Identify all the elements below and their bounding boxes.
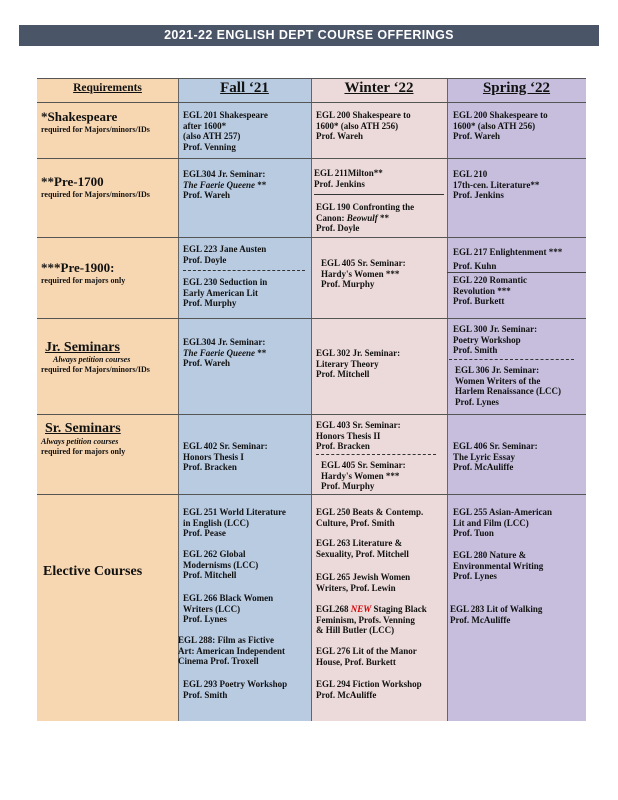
course-cell: EGL 210 17th-cen. Literature** Prof. Jenkins (453, 169, 540, 201)
course-cell: EGL 405 Sr. Seminar: Hardy's Women *** Prof. Murphy (321, 460, 406, 492)
divider (37, 494, 586, 495)
req-pre1900-title: ***Pre-1900: (41, 260, 115, 275)
course-cell: EGL268 NEW Staging Black Feminism, Profs. Venning & Hill Butler (LCC) (316, 604, 427, 636)
page-banner: 2021-22 ENGLISH DEPT COURSE OFFERINGS (19, 25, 599, 46)
header-fall: Fall ‘21 (220, 80, 269, 96)
course-cell: EGL 190 Confronting the Canon: Beowulf ** Prof. Doyle (316, 202, 415, 234)
course-cell: EGL 266 Black Women Writers (LCC) Prof. Lynes (183, 593, 274, 625)
divider (37, 78, 586, 79)
course-cell: EGL 406 Sr. Seminar: The Lyric Essay Prof. McAuliffe (453, 441, 538, 473)
course-cell: EGL 294 Fiction Workshop Prof. McAuliffe (316, 679, 422, 700)
course-cell: EGL 250 Beats & Contemp. Culture, Prof. Smith (316, 507, 424, 528)
req-jr-title: Jr. Seminars (45, 340, 120, 355)
req-shakespeare-sub: required for Majors/minors/IDs (41, 125, 150, 134)
course-cell: EGL 276 Lit of the Manor House, Prof. Burkett (316, 646, 417, 667)
divider (316, 454, 436, 455)
req-pre1900-sub: required for majors only (41, 276, 126, 285)
course-cell: EGL 255 Asian-American Lit and Film (LCC) Prof. Tuon (453, 507, 553, 539)
divider (449, 359, 574, 360)
req-shakespeare-title: *Shakespeare (41, 109, 118, 124)
divider (37, 102, 586, 103)
divider (447, 78, 448, 721)
course-cell: EGL 280 Nature & Environmental Writing Prof. Lynes (453, 550, 544, 582)
course-cell: EGL 230 Seduction in Early American Lit Prof. Murphy (183, 277, 268, 309)
divider (183, 270, 305, 271)
req-sr-sub: Always petition courses (41, 437, 119, 446)
divider (37, 414, 586, 415)
course-cell: EGL 300 Jr. Seminar: Poetry Workshop Prof. Smith (453, 324, 538, 356)
course-cell: EGL 217 Enlightenment *** Prof. Kuhn (453, 247, 563, 271)
course-cell: EGL 251 World Literature in English (LCC) Prof. Pease (183, 507, 286, 539)
course-cell: EGL 302 Jr. Seminar: Literary Theory Prof. Mitchell (316, 348, 401, 380)
course-cell: EGL 200 Shakespeare to 1600* (also ATH 256) Prof. Wareh (316, 110, 411, 142)
course-cell: EGL304 Jr. Seminar: The Faerie Queene ** Prof. Wareh (183, 169, 267, 201)
req-pre1700-title: **Pre-1700 (41, 174, 104, 189)
course-cell: EGL 403 Sr. Seminar: Honors Thesis II Prof. Bracken (316, 420, 401, 452)
course-cell: EGL 288: Film as Fictive Art: American Independent Cinema Prof. Troxell (178, 635, 285, 667)
req-elective-title: Elective Courses (43, 564, 143, 579)
course-cell: EGL 265 Jewish Women Writers, Prof. Lewin (316, 572, 411, 593)
course-table (37, 78, 586, 721)
course-cell: EGL 293 Poetry Workshop Prof. Smith (183, 679, 288, 700)
divider (37, 237, 586, 238)
req-jr-sub: Always petition courses (53, 355, 131, 364)
course-cell: EGL 262 Global Modernisms (LCC) Prof. Mitchell (183, 549, 259, 581)
course-cell: EGL 306 Jr. Seminar: Women Writers of the Harlem Renaissance (LCC) Prof. Lynes (455, 365, 561, 407)
course-cell: EGL 201 Shakespeare after 1600* (also ATH 257) Prof. Venning (183, 110, 268, 152)
divider (311, 78, 312, 721)
header-requirements: Requirements (73, 82, 142, 94)
req-jr-sub: required for Majors/minors/IDs (41, 365, 150, 374)
divider (37, 158, 586, 159)
course-cell: EGL 211Milton** Prof. Jenkins (314, 168, 383, 189)
req-pre1700-sub: required for Majors/minors/IDs (41, 190, 150, 199)
divider (314, 194, 444, 195)
req-sr-title: Sr. Seminars (45, 421, 121, 436)
course-cell: EGL 402 Sr. Seminar: Honors Thesis I Prof. Bracken (183, 441, 268, 473)
req-sr-sub: required for majors only (41, 447, 126, 456)
course-cell: EGL 200 Shakespeare to 1600* (also ATH 256) Prof. Wareh (453, 110, 548, 142)
header-spring: Spring ‘22 (482, 80, 551, 96)
course-cell: EGL 220 Romantic Revolution *** Prof. Burkett (453, 275, 528, 307)
divider (447, 272, 586, 273)
header-winter: Winter ‘22 (344, 80, 414, 96)
course-cell: EGL 405 Sr. Seminar: Hardy's Women *** Prof. Murphy (321, 258, 406, 290)
divider (178, 78, 179, 721)
course-cell: EGL 223 Jane Austen Prof. Doyle (183, 244, 267, 265)
course-cell: EGL304 Jr. Seminar: The Faerie Queene ** Prof. Wareh (183, 337, 267, 369)
divider (37, 318, 586, 319)
course-cell: EGL 263 Literature & Sexuality, Prof. Mitchell (316, 538, 409, 559)
course-cell: EGL 283 Lit of Walking Prof. McAuliffe (450, 604, 543, 625)
